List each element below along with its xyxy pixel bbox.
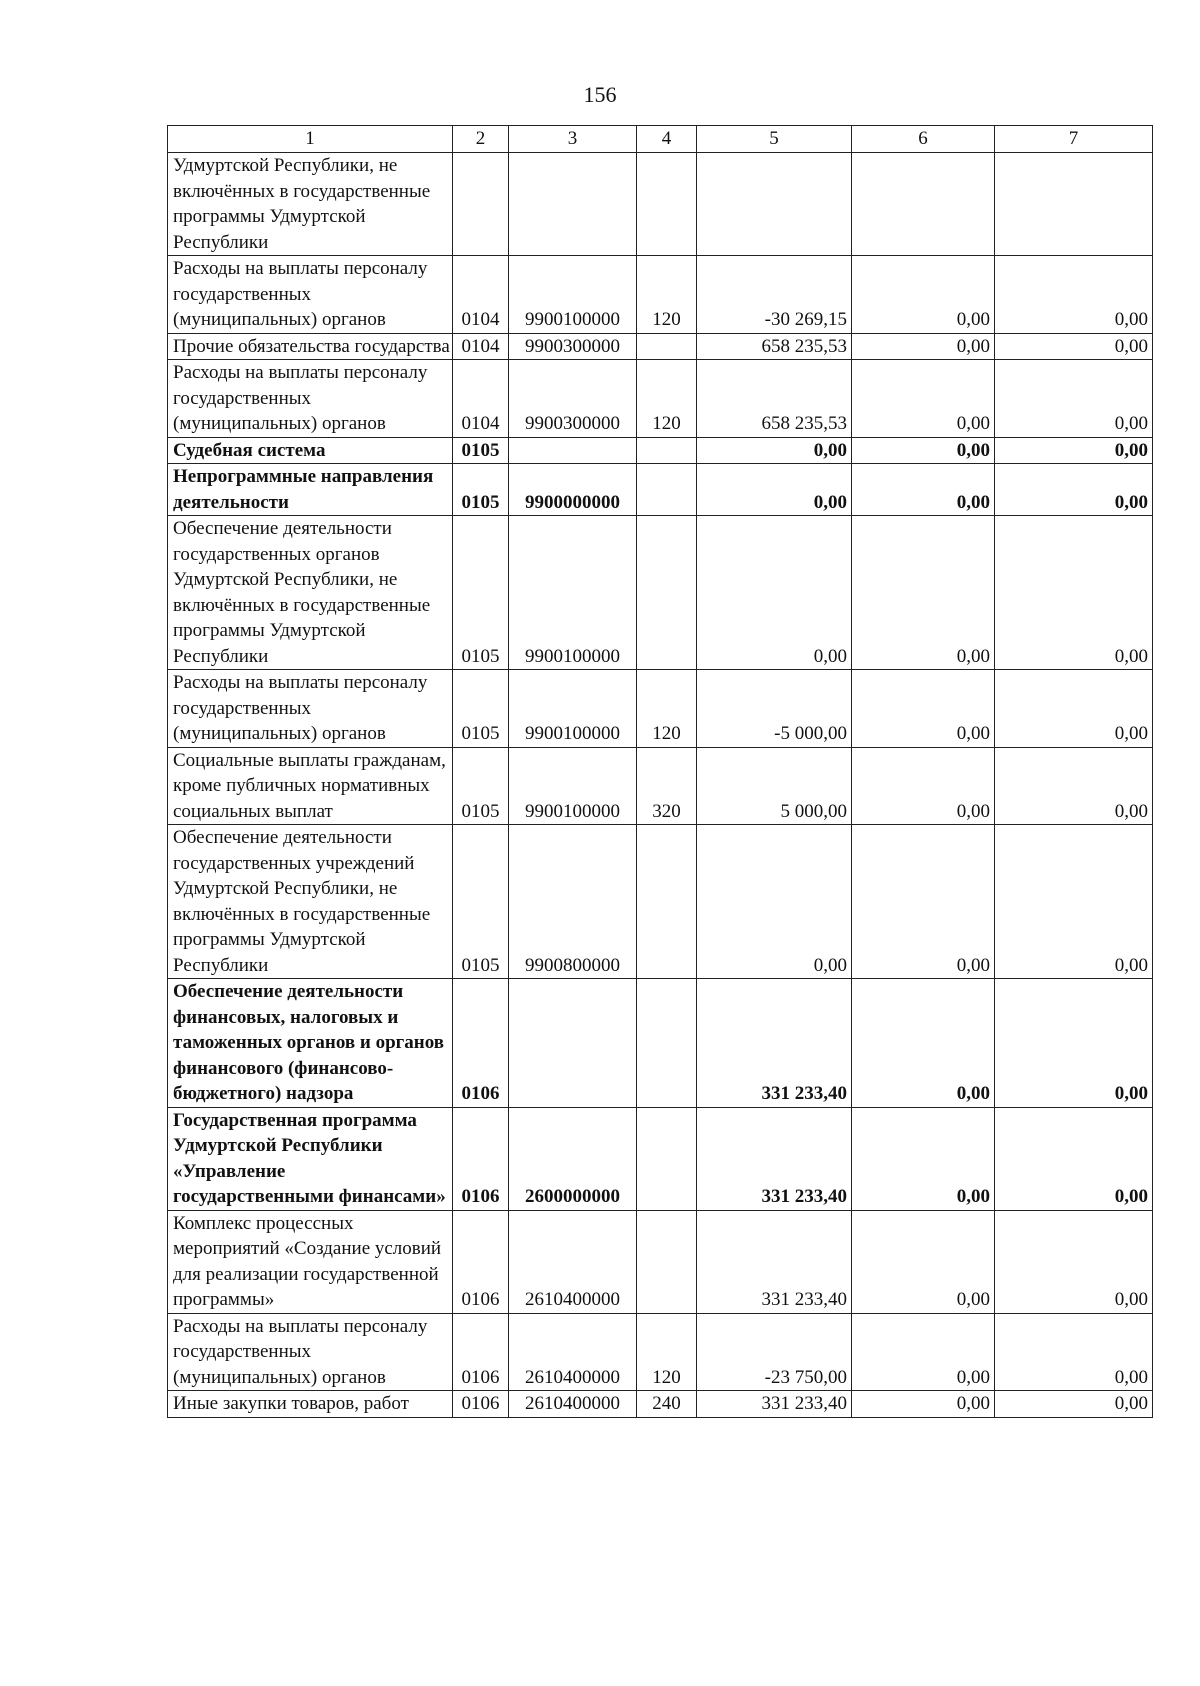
- column-header-6: 6: [852, 126, 995, 153]
- row-name: Расходы на выплаты персоналу государственных (муниципальных) органов: [168, 256, 453, 334]
- row-amount-col7: 0,00: [995, 1313, 1153, 1391]
- row-target-article-code: 9900000000: [509, 464, 637, 516]
- row-amount-col5: -5 000,00: [697, 670, 852, 748]
- row-section-code: 0105: [453, 464, 509, 516]
- row-amount-col5: 658 235,53: [697, 360, 852, 438]
- column-header-5: 5: [697, 126, 852, 153]
- row-expense-type-code: 240: [637, 1391, 697, 1418]
- row-name: Судебная система: [168, 437, 453, 464]
- row-target-article-code: 2600000000: [509, 1107, 637, 1210]
- row-section-code: 0106: [453, 1210, 509, 1313]
- row-amount-col7: 0,00: [995, 1391, 1153, 1418]
- row-amount-col6: 0,00: [852, 360, 995, 438]
- row-target-article-code: [509, 979, 637, 1108]
- row-amount-col5: 331 233,40: [697, 1210, 852, 1313]
- row-name: Удмуртской Республики, не включённых в государственные программы Удмуртской Республики: [168, 153, 453, 256]
- row-expense-type-code: [637, 153, 697, 256]
- row-amount-col7: 0,00: [995, 1210, 1153, 1313]
- column-header-7: 7: [995, 126, 1153, 153]
- row-section-code: 0104: [453, 333, 509, 360]
- row-amount-col6: [852, 153, 995, 256]
- row-target-article-code: 2610400000: [509, 1313, 637, 1391]
- row-target-article-code: 9900100000: [509, 256, 637, 334]
- row-amount-col7: 0,00: [995, 360, 1153, 438]
- row-expense-type-code: [637, 979, 697, 1108]
- row-amount-col5: 331 233,40: [697, 1391, 852, 1418]
- row-name: Комплекс процессных мероприятий «Создание условий для реализации государственной программы»: [168, 1210, 453, 1313]
- row-expense-type-code: [637, 1107, 697, 1210]
- row-expense-type-code: [637, 516, 697, 670]
- row-amount-col6: 0,00: [852, 437, 995, 464]
- table-row: [168, 1391, 1153, 1418]
- table-row: [168, 670, 1153, 748]
- table-row: [168, 825, 1153, 979]
- row-amount-col5: -23 750,00: [697, 1313, 852, 1391]
- row-section-code: 0106: [453, 1313, 509, 1391]
- row-amount-col7: 0,00: [995, 1107, 1153, 1210]
- row-name: Расходы на выплаты персоналу государственных (муниципальных) органов: [168, 1313, 453, 1391]
- row-amount-col6: 0,00: [852, 1313, 995, 1391]
- row-amount-col6: 0,00: [852, 516, 995, 670]
- row-name: Государственная программа Удмуртской Республики «Управление государственными финансами»: [168, 1107, 453, 1210]
- row-target-article-code: 2610400000: [509, 1210, 637, 1313]
- table-row: [168, 153, 1153, 256]
- row-amount-col6: 0,00: [852, 979, 995, 1108]
- row-name: Расходы на выплаты персоналу государственных (муниципальных) органов: [168, 670, 453, 748]
- column-header-4: 4: [637, 126, 697, 153]
- row-amount-col5: 658 235,53: [697, 333, 852, 360]
- row-amount-col5: 0,00: [697, 516, 852, 670]
- table-row: [168, 1210, 1153, 1313]
- table-row: [168, 1107, 1153, 1210]
- row-amount-col5: -30 269,15: [697, 256, 852, 334]
- column-header-2: 2: [453, 126, 509, 153]
- row-amount-col6: 0,00: [852, 1391, 995, 1418]
- table-row: [168, 516, 1153, 670]
- row-target-article-code: 9900800000: [509, 825, 637, 979]
- table-row: [168, 333, 1153, 360]
- table-row: [168, 256, 1153, 334]
- row-amount-col5: 0,00: [697, 464, 852, 516]
- row-amount-col6: 0,00: [852, 747, 995, 825]
- budget-table: [167, 125, 1153, 1418]
- row-section-code: 0106: [453, 1107, 509, 1210]
- row-section-code: 0106: [453, 1391, 509, 1418]
- row-amount-col6: 0,00: [852, 256, 995, 334]
- row-expense-type-code: [637, 1210, 697, 1313]
- table-row: [168, 979, 1153, 1108]
- row-section-code: 0104: [453, 256, 509, 334]
- row-target-article-code: 9900100000: [509, 516, 637, 670]
- row-amount-col6: 0,00: [852, 825, 995, 979]
- row-amount-col7: 0,00: [995, 333, 1153, 360]
- row-name: Обеспечение деятельности государственных органов Удмуртской Республики, не включённых в государственные программы Удмуртской Республики: [168, 516, 453, 670]
- row-name: Обеспечение деятельности государственных учреждений Удмуртской Республики, не включённых в государственные программы Удмуртской Республики: [168, 825, 453, 979]
- row-amount-col5: 5 000,00: [697, 747, 852, 825]
- column-header-3: 3: [509, 126, 637, 153]
- row-target-article-code: [509, 437, 637, 464]
- row-amount-col6: 0,00: [852, 464, 995, 516]
- row-amount-col5: 0,00: [697, 437, 852, 464]
- row-section-code: 0105: [453, 825, 509, 979]
- row-amount-col7: 0,00: [995, 464, 1153, 516]
- row-amount-col5: 331 233,40: [697, 979, 852, 1108]
- row-expense-type-code: 120: [637, 256, 697, 334]
- row-expense-type-code: 120: [637, 360, 697, 438]
- row-amount-col6: 0,00: [852, 1107, 995, 1210]
- row-section-code: 0105: [453, 437, 509, 464]
- row-expense-type-code: 320: [637, 747, 697, 825]
- row-section-code: 0105: [453, 670, 509, 748]
- row-amount-col7: 0,00: [995, 979, 1153, 1108]
- row-amount-col7: 0,00: [995, 516, 1153, 670]
- row-expense-type-code: 120: [637, 670, 697, 748]
- row-expense-type-code: [637, 333, 697, 360]
- row-amount-col7: [995, 153, 1153, 256]
- row-amount-col7: 0,00: [995, 747, 1153, 825]
- row-amount-col7: 0,00: [995, 437, 1153, 464]
- row-target-article-code: 2610400000: [509, 1391, 637, 1418]
- row-expense-type-code: [637, 437, 697, 464]
- row-amount-col7: 0,00: [995, 670, 1153, 748]
- row-name: Прочие обязательства государства: [168, 333, 453, 360]
- table-row: [168, 464, 1153, 516]
- row-section-code: 0106: [453, 979, 509, 1108]
- row-section-code: 0105: [453, 516, 509, 670]
- row-section-code: 0105: [453, 747, 509, 825]
- row-target-article-code: 9900300000: [509, 333, 637, 360]
- row-target-article-code: 9900100000: [509, 747, 637, 825]
- table-header-row: [168, 126, 1153, 153]
- row-amount-col7: 0,00: [995, 256, 1153, 334]
- row-section-code: [453, 153, 509, 256]
- row-amount-col6: 0,00: [852, 1210, 995, 1313]
- table-row: [168, 1313, 1153, 1391]
- column-header-1: 1: [168, 126, 453, 153]
- row-name: Расходы на выплаты персоналу государственных (муниципальных) органов: [168, 360, 453, 438]
- row-name: Иные закупки товаров, работ: [168, 1391, 453, 1418]
- row-expense-type-code: [637, 464, 697, 516]
- row-section-code: 0104: [453, 360, 509, 438]
- row-amount-col5: 331 233,40: [697, 1107, 852, 1210]
- row-amount-col7: 0,00: [995, 825, 1153, 979]
- page-number: 156: [583, 82, 617, 107]
- row-target-article-code: 9900100000: [509, 670, 637, 748]
- row-target-article-code: [509, 153, 637, 256]
- row-amount-col5: 0,00: [697, 825, 852, 979]
- row-amount-col6: 0,00: [852, 333, 995, 360]
- row-name: Обеспечение деятельности финансовых, налоговых и таможенных органов и органов финансового (финансово-бюджетного) надзора: [168, 979, 453, 1108]
- row-amount-col5: [697, 153, 852, 256]
- row-expense-type-code: 120: [637, 1313, 697, 1391]
- row-target-article-code: 9900300000: [509, 360, 637, 438]
- row-name: Непрограммные направления деятельности: [168, 464, 453, 516]
- row-expense-type-code: [637, 825, 697, 979]
- table-row: [168, 747, 1153, 825]
- table-row: [168, 360, 1153, 438]
- table-row: [168, 437, 1153, 464]
- row-amount-col6: 0,00: [852, 670, 995, 748]
- row-name: Социальные выплаты гражданам, кроме публичных нормативных социальных выплат: [168, 747, 453, 825]
